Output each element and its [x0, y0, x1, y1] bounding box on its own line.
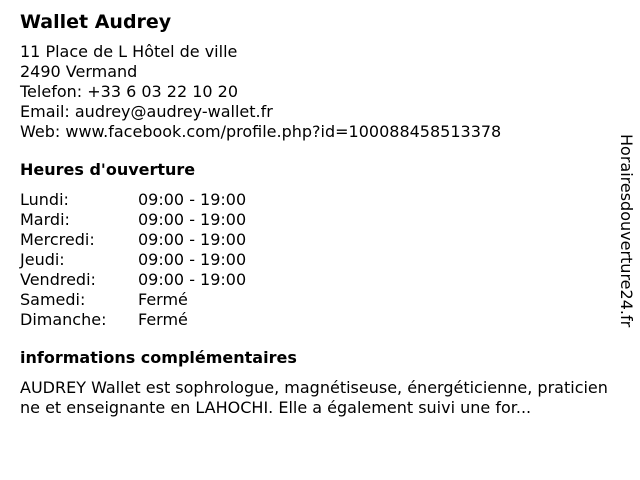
business-name: Wallet Audrey — [20, 11, 172, 33]
hours-time: Fermé — [138, 290, 188, 309]
hours-row — [20, 210, 610, 230]
hours-row — [20, 250, 610, 270]
site-watermark: Horairesdouverture24.fr — [617, 134, 636, 328]
hours-row — [20, 230, 610, 250]
info-heading: informations complémentaires — [20, 348, 297, 367]
address-block — [20, 42, 610, 142]
hours-row — [20, 290, 610, 310]
hours-day: Mercredi: — [20, 230, 95, 249]
hours-row — [20, 270, 610, 290]
email-line: Email: audrey@audrey-wallet.fr — [20, 102, 273, 121]
hours-heading: Heures d'ouverture — [20, 160, 196, 179]
hours-row — [20, 310, 610, 330]
address-city: 2490 Vermand — [20, 62, 138, 81]
hours-time: 09:00 - 19:00 — [138, 190, 247, 209]
hours-day: Mardi: — [20, 210, 70, 229]
hours-day: Samedi: — [20, 290, 86, 309]
hours-table — [20, 190, 610, 330]
info-description: AUDREY Wallet est sophrologue, magnétiseuse, énergéticienne, praticienne et enseignante en LAHOCHI. Elle a également suivi une for... — [20, 378, 608, 417]
hours-time: 09:00 - 19:00 — [138, 270, 247, 289]
hours-day: Lundi: — [20, 190, 69, 209]
hours-day: Vendredi: — [20, 270, 96, 289]
hours-day: Dimanche: — [20, 310, 107, 329]
hours-time: Fermé — [138, 310, 188, 329]
hours-day: Jeudi: — [20, 250, 65, 269]
hours-time: 09:00 - 19:00 — [138, 250, 247, 269]
phone-line: Telefon: +33 6 03 22 10 20 — [20, 82, 239, 101]
web-line: Web: www.facebook.com/profile.php?id=100088458513378 — [20, 122, 502, 141]
hours-time: 09:00 - 19:00 — [138, 210, 247, 229]
hours-time: 09:00 - 19:00 — [138, 230, 247, 249]
business-card — [20, 10, 610, 418]
address-street: 11 Place de L Hôtel de ville — [20, 42, 238, 61]
hours-row — [20, 190, 610, 210]
